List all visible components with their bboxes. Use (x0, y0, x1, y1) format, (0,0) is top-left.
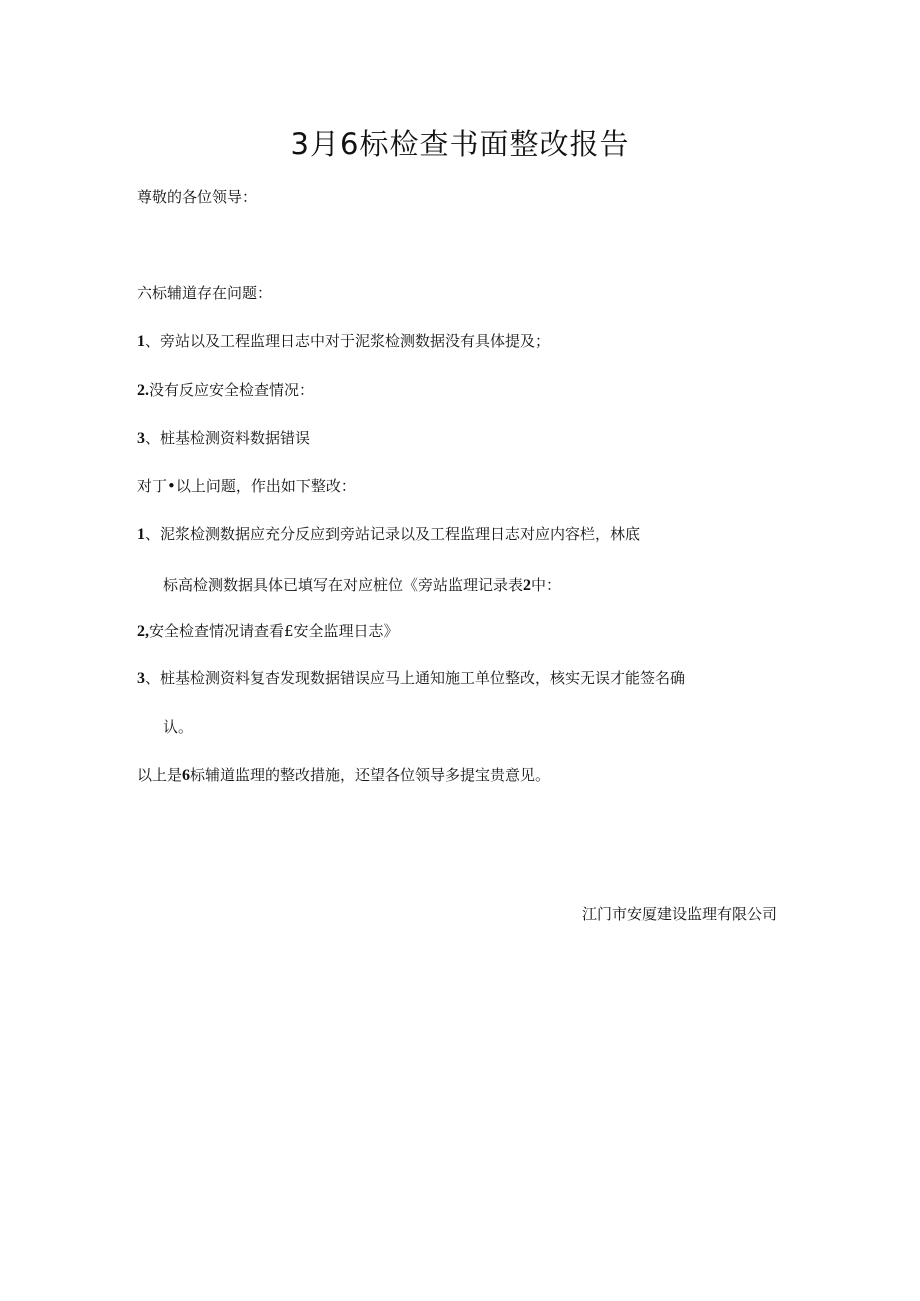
item-text: 泥浆检测数据应充分反应到旁站记录以及工程监理日志对应内容栏，林底 (160, 525, 641, 543)
item-text: 中： (531, 576, 562, 594)
closing-text: 以上是 (137, 766, 183, 784)
item-separator: 、 (145, 332, 161, 350)
closing-number: 6 (182, 767, 191, 784)
item-text: 没有反应安全检查情况： (149, 381, 315, 399)
greeting: 尊敬的各位领导： (137, 188, 258, 206)
item-number: 2, (137, 623, 149, 640)
fix-item-continuation (163, 575, 561, 596)
company-signature: 江门市安厦建设监理有限公司 (581, 905, 777, 923)
item-number: 3 (137, 430, 145, 447)
item-number: 1 (137, 333, 145, 350)
problem-item (137, 331, 550, 352)
item-number: 3 (137, 670, 145, 687)
item-separator: 、 (145, 525, 161, 543)
closing-text: 标辅道监理的整改措施，还望各位领导多提宝贵意见。 (190, 766, 551, 784)
closing-paragraph (137, 765, 550, 786)
fix-item (137, 524, 640, 545)
item-number: 2. (137, 382, 149, 399)
fix-item (137, 668, 685, 689)
item-text: 旁站以及工程监理日志中对于泥浆检测数据没有具体提及； (160, 332, 551, 350)
item-number: 1 (137, 526, 145, 543)
item-text: 安全检查情况请查看£安全监理日志》 (149, 622, 399, 640)
fix-item-continuation: 认。 (163, 718, 194, 736)
item-number: 2 (523, 577, 532, 594)
item-text: 标高检测数据具体已填写在对应桩位《旁站监理记录表 (163, 576, 524, 594)
item-text: 桩基检测资料复杳发现数据错误应马上通知施工单位整改，核实无误才能签名确 (160, 669, 686, 687)
document-title: 3月6标检查书面整改报告 (290, 127, 630, 161)
fix-item (137, 621, 399, 642)
item-separator: 、 (145, 429, 161, 447)
problem-item (137, 380, 314, 401)
item-separator: 、 (145, 669, 161, 687)
problems-heading: 六标辅道存在问题： (137, 284, 273, 302)
fixes-heading: 对丁•以上问题，作出如下整改： (137, 477, 356, 495)
item-text: 桩基检测资料数据错误 (160, 429, 311, 447)
problem-item (137, 428, 310, 449)
